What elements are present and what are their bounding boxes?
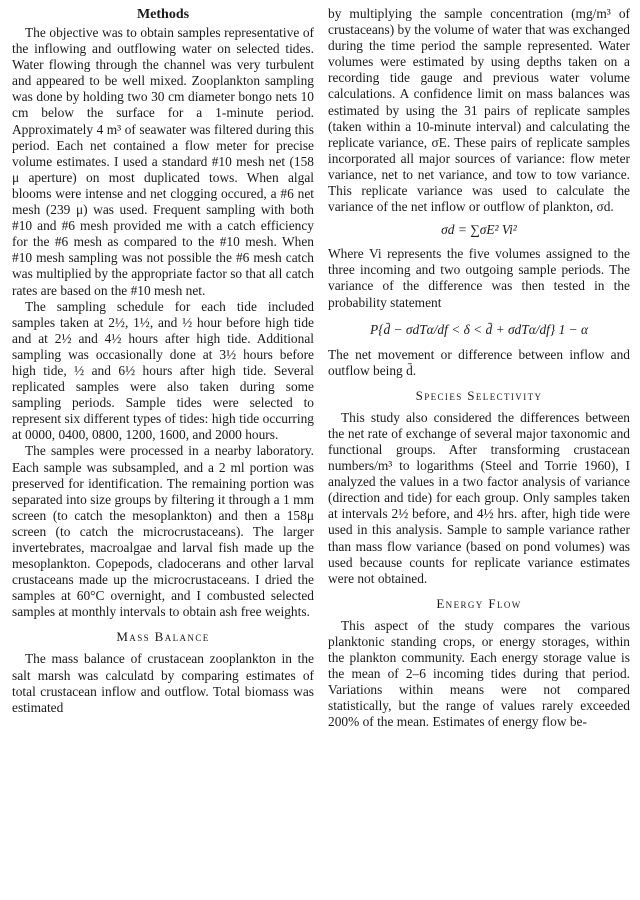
mass-balance-continuation: by multiplying the sample concentration (mg/m³ of crustaceans) by the volume of water that was exchanged during the time period the sample represented. Water volumes were estimated by using depths taken on a recording tide gauge and previous water volume calculations. A confidence limit on mass balances was estimated by using the 31 pairs of replicate samples (taken within a 10-minute interval) and calculating the replicate variance, σE. These pairs of replicate samples incorporated all major sources of variance: flow meter variance, net to net variance, and tow to tow variance. This replicate variance was used to calculate the variance of the net inflow or outflow of plankton, σd.: [328, 6, 630, 215]
left-column: [12, 6, 314, 900]
variance-equation: σd = ∑σE² Vi²: [441, 222, 517, 238]
mass-balance-paragraph: The mass balance of crustacean zooplankton in the salt marsh was calculatd by comparing estimates of total crustacean inflow and outflow. Total biomass was estimated: [12, 651, 314, 715]
methods-heading: Methods: [136, 7, 190, 22]
methods-paragraph-3: The samples were processed in a nearby laboratory. Each sample was subsampled, and a 2 ml portion was preserved for identification. The remaining portion was separated into size groups by filtering it through a 1 mm screen (to catch the mesoplankton) and then a 158μ screen (to catch the microcrustaceans). The larger invertebrates, macroalgae and larval fish made up the mesoplankton. Copepods, cladocerans and other larval crustaceans made up the microcrustaceans. I dried the samples at 60°C overnight, and I combusted selected samples at monthly intervals to obtain ash free weights.: [12, 443, 314, 620]
net-movement-paragraph: The net movement or difference between inflow and outflow being d̄.: [328, 346, 630, 378]
methods-paragraph-1: The objective was to obtain samples representative of the inflowing and outflowing water on selected tides. Water flowing through the channel was very turbulent and appeared to be well mixed. Zooplankton sampling was done by holding two 30 cm diameter bongo nets 10 cm below the surface for a 1-minute period. Approximately 4 m³ of seawater was filtered during this period. Each net contained a flow meter for precise volume estimates. I used a standard #10 mesh net (158 μ aperture) on most duplicated tows. When algal blooms were intense and net clogging occured, a #6 net mesh (239 μ) was used. Frequent sampling with both #10 and #6 mesh provided me with a catch efficiency for the #6 mesh as compared to the #10 mesh. When #10 mesh sampling was not possible the #6 mesh catch was multiplied by the appropriate factor so that all catch rates are based on the #10 mesh net.: [12, 25, 314, 298]
methods-paragraph-2: The sampling schedule for each tide included samples taken at 2½, 1½, and ½ hour before high tide and at 2½ and 4½ hours after high tide. Additional sampling was occasionally done at 3½ hours before high tide, ½ and 6½ hours after high tide. Several replicated samples were also taken during some sampling periods. Sample tides were selected to represent six different types of tides: high tide occurring at 0000, 0400, 0800, 1200, 1600, and 2000 hours.: [12, 298, 314, 443]
probability-equation: P{d̄ − σdTα/df < δ < d̄ + σdTα/df} 1 − α: [369, 321, 589, 337]
mass-balance-heading: Mass Balance: [116, 629, 210, 645]
energy-flow-heading: Energy Flow: [436, 595, 522, 611]
where-paragraph: Where Vi represents the five volumes assigned to the three incoming and two outgoing sample periods. The variance of the difference was then tested in the probability statement: [328, 246, 630, 310]
species-selectivity-heading: Species Selectivity: [415, 387, 543, 403]
right-column: [328, 6, 630, 900]
energy-flow-paragraph: This aspect of the study compares the various planktonic standing crops, or energy storages, within the plankton community. Each energy storage value is the mean of 2–6 incoming tides during that period. Variations within means were not compared statistically, but the range of values rarely exceeded 200% of the mean. Estimates of energy flow be-: [328, 617, 630, 730]
species-selectivity-paragraph: This study also considered the differences between the net rate of exchange of several major taxonomic and functional groups. After transforming crustacean numbers/m³ to logarithms (Steel and Torrie 1960), I analyzed the values in a two factor analysis of variance (direction and tide) for each group. Only samples taken at intervals 2½ before, and 4½ hrs. after, high tide were used in this analysis. Sample to sample variance rather than mass flow variance (based on pond volumes) was used because counts for replicate variance estimates were not obtained.: [328, 409, 630, 586]
